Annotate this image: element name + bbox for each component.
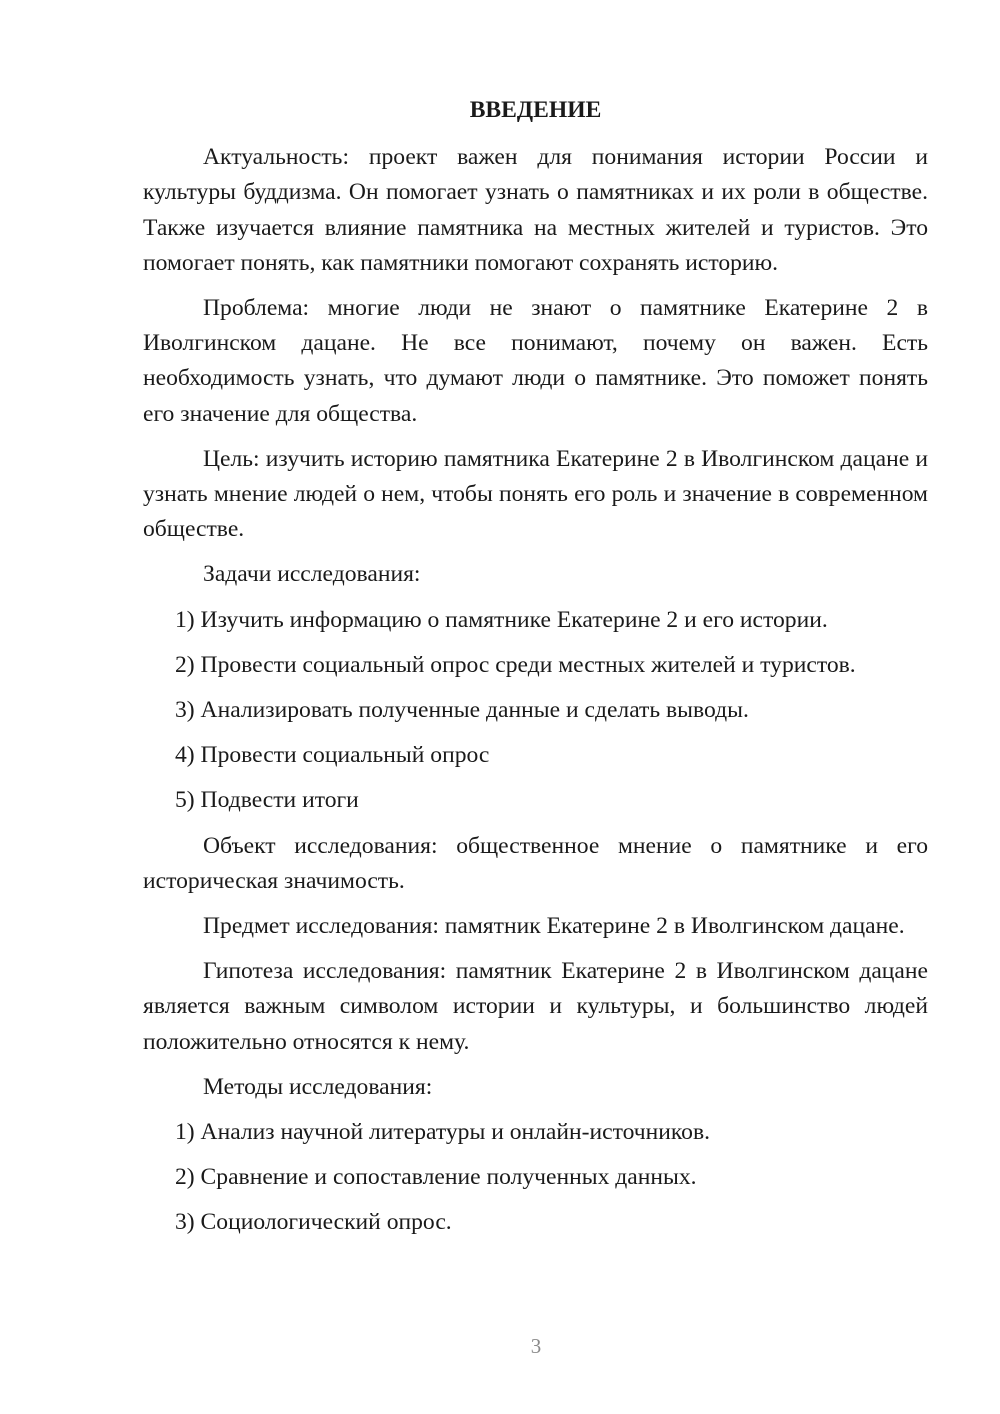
- list-item: 2) Провести социальный опрос среди местных жителей и туристов.: [175, 651, 856, 678]
- goal-paragraph: Цель: изучить историю памятника Екатерине 2 в Иволгинском дацане и узнать мнение людей о нем, чтобы понять его роль и значение в современном обществе.: [143, 445, 928, 543]
- list-item: 4) Провести социальный опрос: [175, 742, 490, 769]
- problem-paragraph: Проблема: многие люди не знают о памятнике Екатерине 2 в Иволгинском дацане. Не все понимают, почему он важен. Есть необходимость узнать, что думают люди о памятнике. Это поможет понять его значение для общества.: [143, 295, 928, 427]
- list-item: 3) Анализировать полученные данные и сделать выводы.: [175, 697, 749, 724]
- list-item: 1) Анализ научной литературы и онлайн-источников.: [175, 1119, 711, 1146]
- list-item: 5) Подвести итоги: [175, 787, 359, 814]
- tasks-list: [143, 603, 928, 819]
- relevance-paragraph: Актуальность: проект важен для понимания истории России и культуры буддизма. Он помогает узнать о памятниках и их роли в обществе. Также изучается влияние памятника на местных жителей и туристов. Это помогает понять, как памятники помогают сохранять историю.: [143, 144, 928, 276]
- subject-paragraph: Предмет исследования: памятник Екатерине 2 в Иволгинском дацане.: [203, 913, 905, 940]
- list-item: 1) Изучить информацию о памятнике Екатерине 2 и его истории.: [175, 606, 828, 633]
- object-paragraph: Объект исследования: общественное мнение о памятнике и его историческая значимость.: [143, 832, 928, 894]
- methods-list: [143, 1115, 928, 1241]
- document-body: [143, 93, 928, 1251]
- methods-title: Методы исследования:: [203, 1073, 433, 1100]
- tasks-title: Задачи исследования:: [203, 561, 421, 588]
- list-item: 3) Социологический опрос.: [175, 1209, 452, 1236]
- page-number: 3: [530, 1334, 542, 1358]
- list-item: 2) Сравнение и сопоставление полученных данных.: [175, 1164, 697, 1191]
- hypothesis-paragraph: Гипотеза исследования: памятник Екатерине 2 в Иволгинском дацане является важным символом истории и культуры, и большинство людей положительно относятся к нему.: [143, 958, 928, 1055]
- section-heading: ВВЕДЕНИЕ: [469, 97, 602, 123]
